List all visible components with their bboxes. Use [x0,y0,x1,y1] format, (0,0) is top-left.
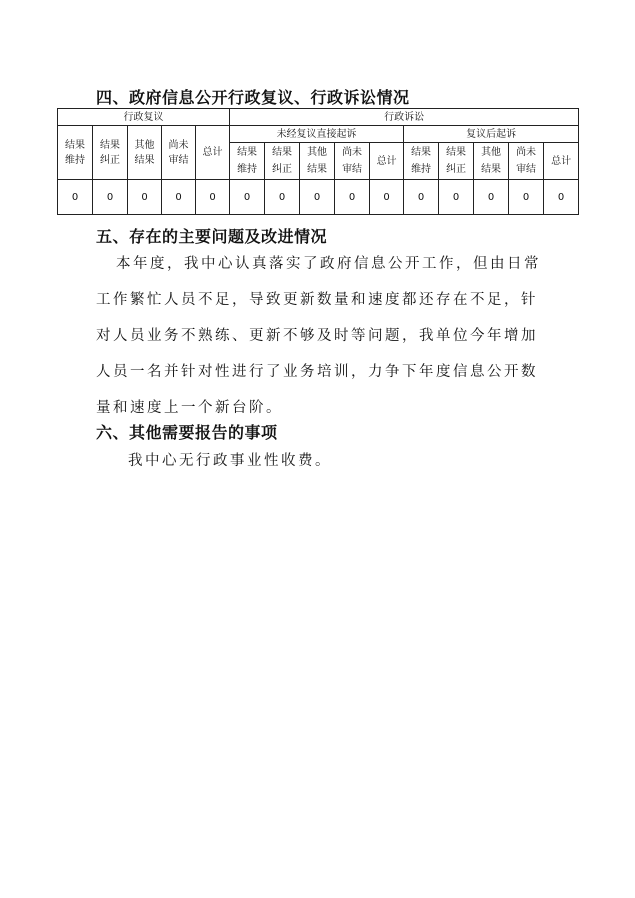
header-direct-upheld: 结果 维持 [230,143,265,180]
table-cell: 0 [93,180,128,215]
table-cell: 0 [509,180,544,215]
header-recon-other: 其他 结果 [128,126,162,180]
header-after-pending: 尚未 审结 [509,143,544,180]
header-direct-total: 总计 [370,143,404,180]
table-cell: 0 [439,180,474,215]
header-after-recon-suit: 复议后起诉 [404,126,579,143]
header-after-other: 其他 结果 [474,143,509,180]
header-recon-upheld: 结果 维持 [58,126,93,180]
section-4-heading: 四、政府信息公开行政复议、行政诉讼情况 [96,88,410,107]
table-row [58,180,579,215]
table-cell: 0 [544,180,579,215]
table-cell: 0 [300,180,335,215]
header-recon-corrected: 结果 纠正 [93,126,128,180]
header-recon-total: 总计 [196,126,230,180]
header-direct-suit: 未经复议直接起诉 [230,126,404,143]
section-6-body: 我中心无行政事业性收费。 [128,453,332,469]
table-cell: 0 [404,180,439,215]
header-after-upheld: 结果 维持 [404,143,439,180]
section-5-body [96,246,546,426]
header-litigation: 行政诉讼 [230,109,579,126]
table-cell: 0 [370,180,404,215]
litigation-stats-table [57,108,579,215]
header-direct-pending: 尚未 审结 [335,143,370,180]
header-direct-corrected: 结果 纠正 [265,143,300,180]
header-after-corrected: 结果 纠正 [439,143,474,180]
table-cell: 0 [196,180,230,215]
header-direct-other: 其他 结果 [300,143,335,180]
header-recon-pending: 尚未 审结 [162,126,196,180]
section-5-heading: 五、存在的主要问题及改进情况 [96,227,328,246]
table-cell: 0 [162,180,196,215]
section-5-text: 本年度，我中心认真落实了政府信息公开工作，但由日常工作繁忙人员不足，导致更新数量和速度都还存在不足，针对人员业务不熟练、更新不够及时等问题，我单位今年增加人员一名并针对性进行了业务培训，力争下年度信息公开数量和速度上一个新台阶。 [96,256,541,416]
table-cell: 0 [474,180,509,215]
table-cell: 0 [128,180,162,215]
header-reconsideration: 行政复议 [58,109,230,126]
table-cell: 0 [58,180,93,215]
table-cell: 0 [265,180,300,215]
section-6-heading: 六、其他需要报告的事项 [96,423,278,442]
table-cell: 0 [230,180,265,215]
table-cell: 0 [335,180,370,215]
header-after-total: 总计 [544,143,579,180]
